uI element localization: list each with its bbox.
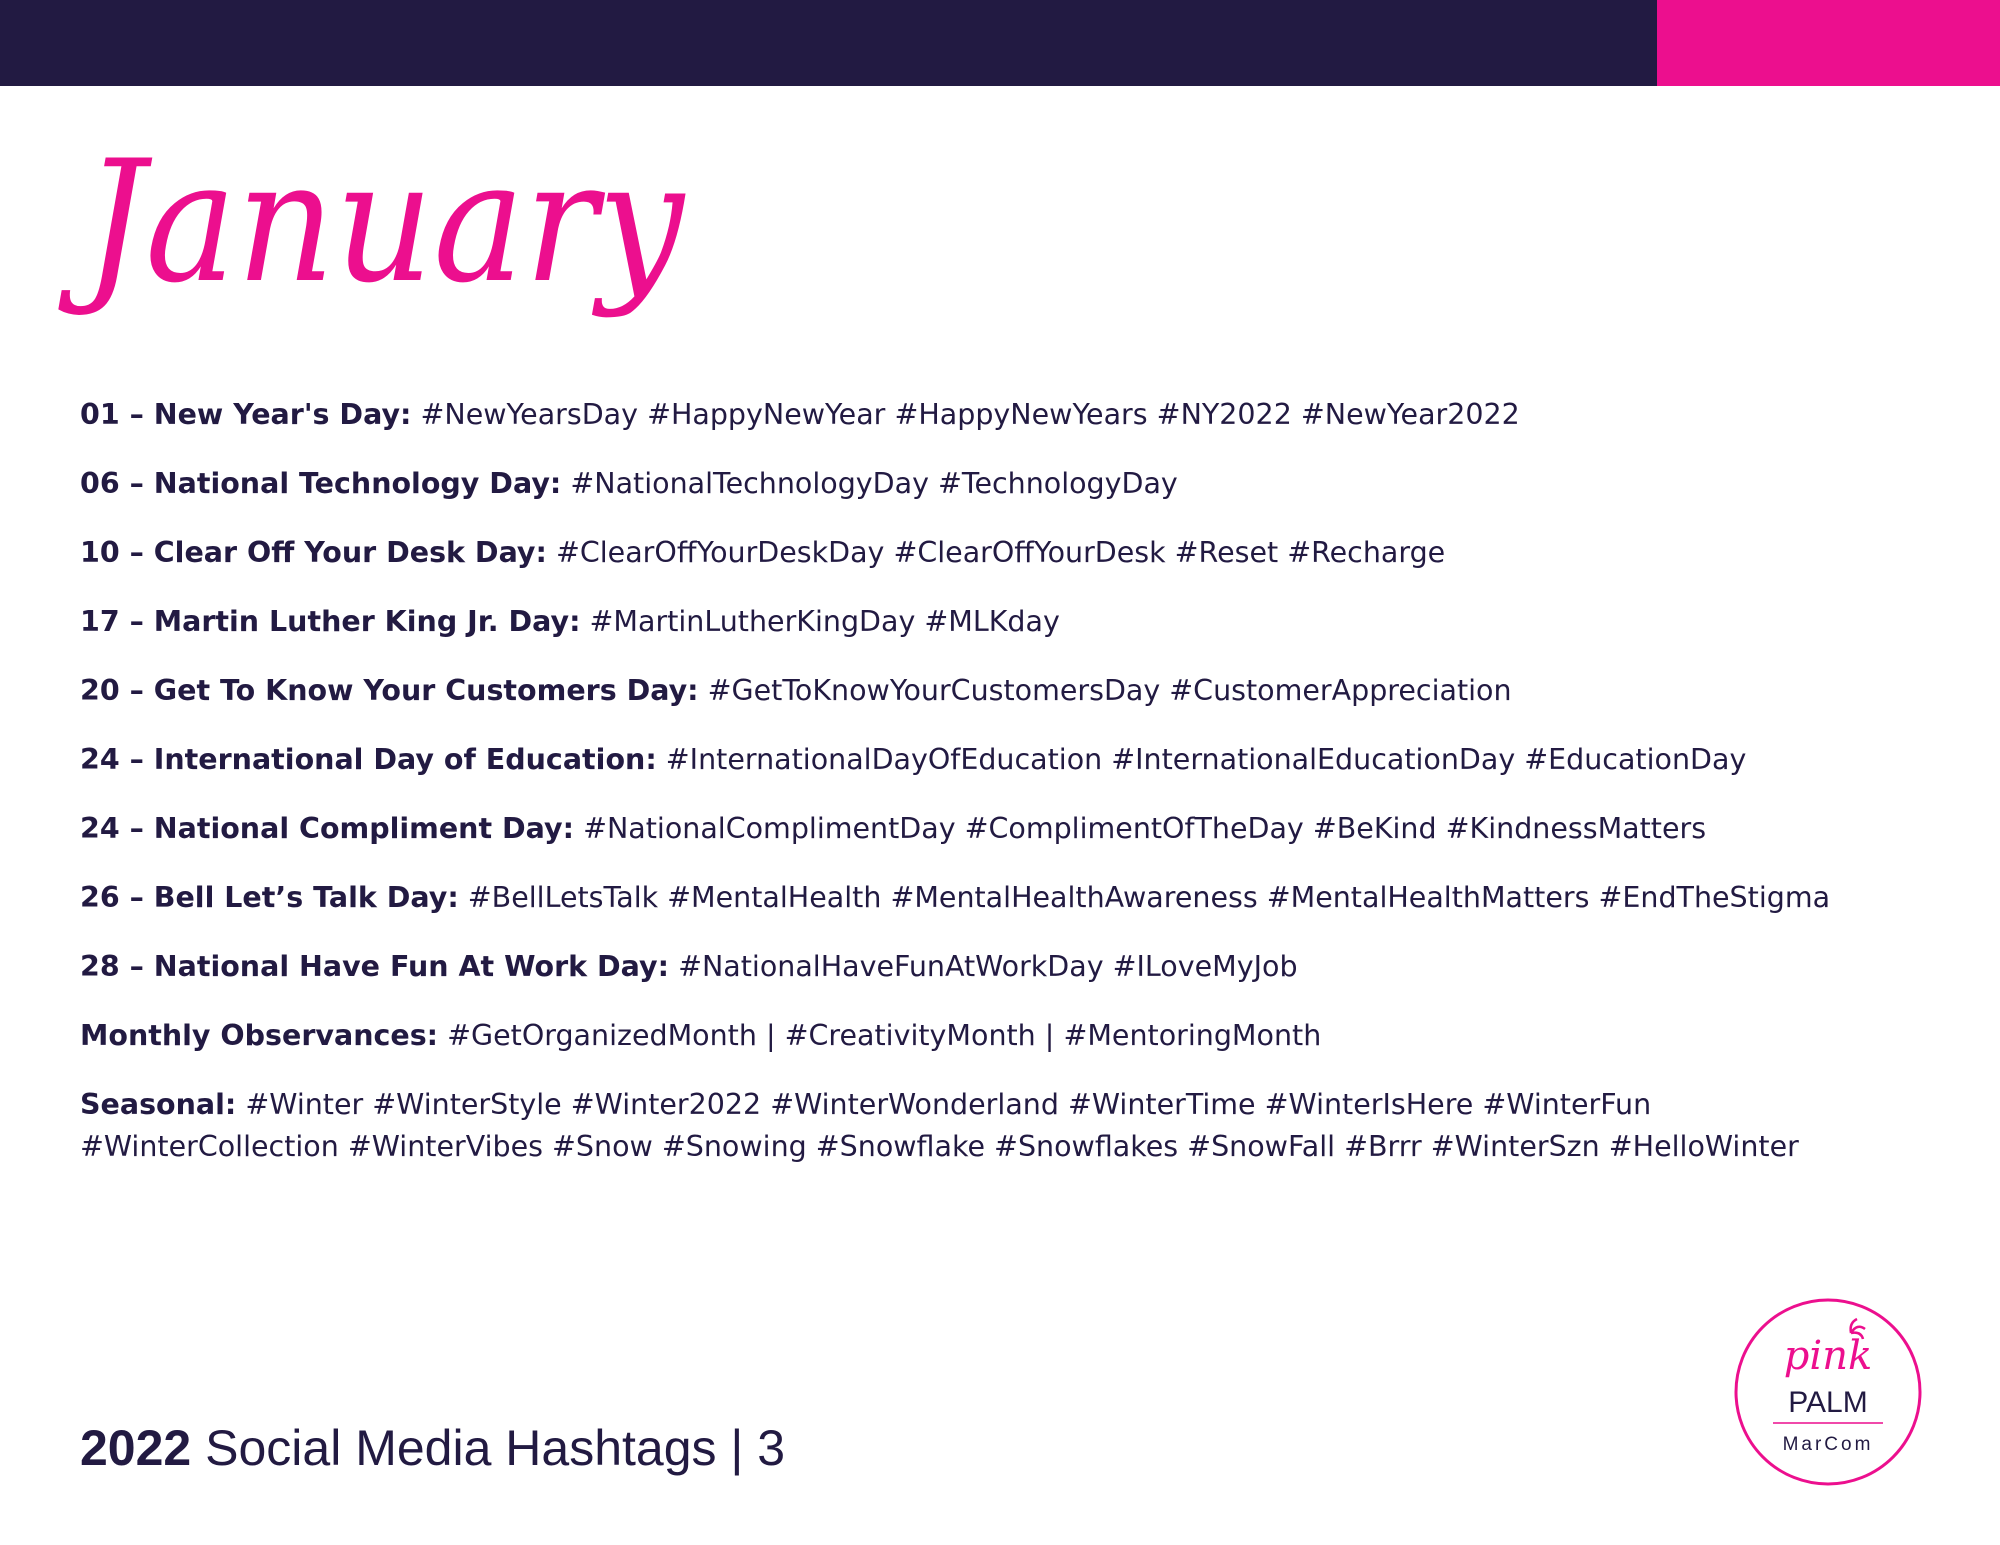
hashtag-list	[80, 394, 1920, 1195]
hashtag-entry	[80, 739, 1920, 781]
entry-label: 24 – National Compliment Day:	[80, 812, 575, 845]
top-banner-bar	[0, 0, 1657, 86]
entry-hashtags: #Winter #WinterStyle #Winter2022 #WinterWonderland #WinterTime #WinterIsHere #WinterFun #WinterCollection #WinterVibes #Snow #Snowing #Snowflake #Snowflakes #SnowFall #Brrr #WinterSzn #HelloWinter	[80, 1088, 1799, 1163]
entry-label: 01 – New Year's Day:	[80, 398, 412, 431]
hashtag-entry	[80, 463, 1920, 505]
seasonal-entry	[80, 1084, 1880, 1168]
entry-label: 26 – Bell Let’s Talk Day:	[80, 881, 459, 914]
entry-hashtags: #NationalTechnologyDay #TechnologyDay	[570, 467, 1178, 500]
entry-hashtags: #ClearOffYourDeskDay #ClearOffYourDesk #Reset #Recharge	[555, 536, 1446, 569]
month-title	[57, 120, 720, 360]
month-title-script	[57, 120, 720, 360]
entry-label: 20 – Get To Know Your Customers Day:	[80, 674, 699, 707]
entry-label: Seasonal:	[80, 1088, 237, 1121]
footer-year: 2022	[80, 1420, 192, 1476]
footer-text: Social Media Hashtags | 3	[191, 1420, 786, 1476]
page-footer	[80, 1418, 785, 1478]
logo-word: PALM	[1788, 1386, 1868, 1419]
entry-hashtags: #BellLetsTalk #MentalHealth #MentalHealthAwareness #MentalHealthMatters #EndTheStigma	[467, 881, 1831, 914]
hashtag-entry	[80, 394, 1920, 436]
entry-hashtags: #MartinLutherKingDay #MLKday	[589, 605, 1060, 638]
hashtag-entry	[80, 808, 1920, 850]
entry-hashtags: #NationalComplimentDay #ComplimentOfTheDay #BeKind #KindnessMatters	[583, 812, 1707, 845]
logo-script: pink	[1783, 1333, 1873, 1379]
entry-hashtags: #GetOrganizedMonth | #CreativityMonth | #MentoringMonth	[447, 1019, 1322, 1052]
entry-hashtags: #GetToKnowYourCustomersDay #CustomerAppreciation	[707, 674, 1512, 707]
hashtag-entry	[80, 877, 1920, 919]
logo-subtext: MarCom	[1782, 1434, 1874, 1455]
hashtag-entry	[80, 1015, 1920, 1057]
entry-label: 06 – National Technology Day:	[80, 467, 562, 500]
month-title-text: January	[57, 124, 686, 320]
entry-label: 24 – International Day of Education:	[80, 743, 657, 776]
entry-hashtags: #InternationalDayOfEducation #InternationalEducationDay #EducationDay	[665, 743, 1747, 776]
hashtag-entry	[80, 601, 1920, 643]
hashtag-entry	[80, 670, 1920, 712]
hashtag-entry	[80, 532, 1920, 574]
entry-hashtags: #NationalHaveFunAtWorkDay #ILoveMyJob	[678, 950, 1298, 983]
hashtag-entry	[80, 946, 1920, 988]
top-banner-accent	[1657, 0, 2000, 86]
entry-label: 10 – Clear Off Your Desk Day:	[80, 536, 547, 569]
entry-label: Monthly Observances:	[80, 1019, 439, 1052]
entry-hashtags: #NewYearsDay #HappyNewYear #HappyNewYears #NY2022 #NewYear2022	[420, 398, 1520, 431]
entry-label: 17 – Martin Luther King Jr. Day:	[80, 605, 581, 638]
entry-label: 28 – National Have Fun At Work Day:	[80, 950, 670, 983]
brand-logo	[1733, 1297, 1923, 1487]
